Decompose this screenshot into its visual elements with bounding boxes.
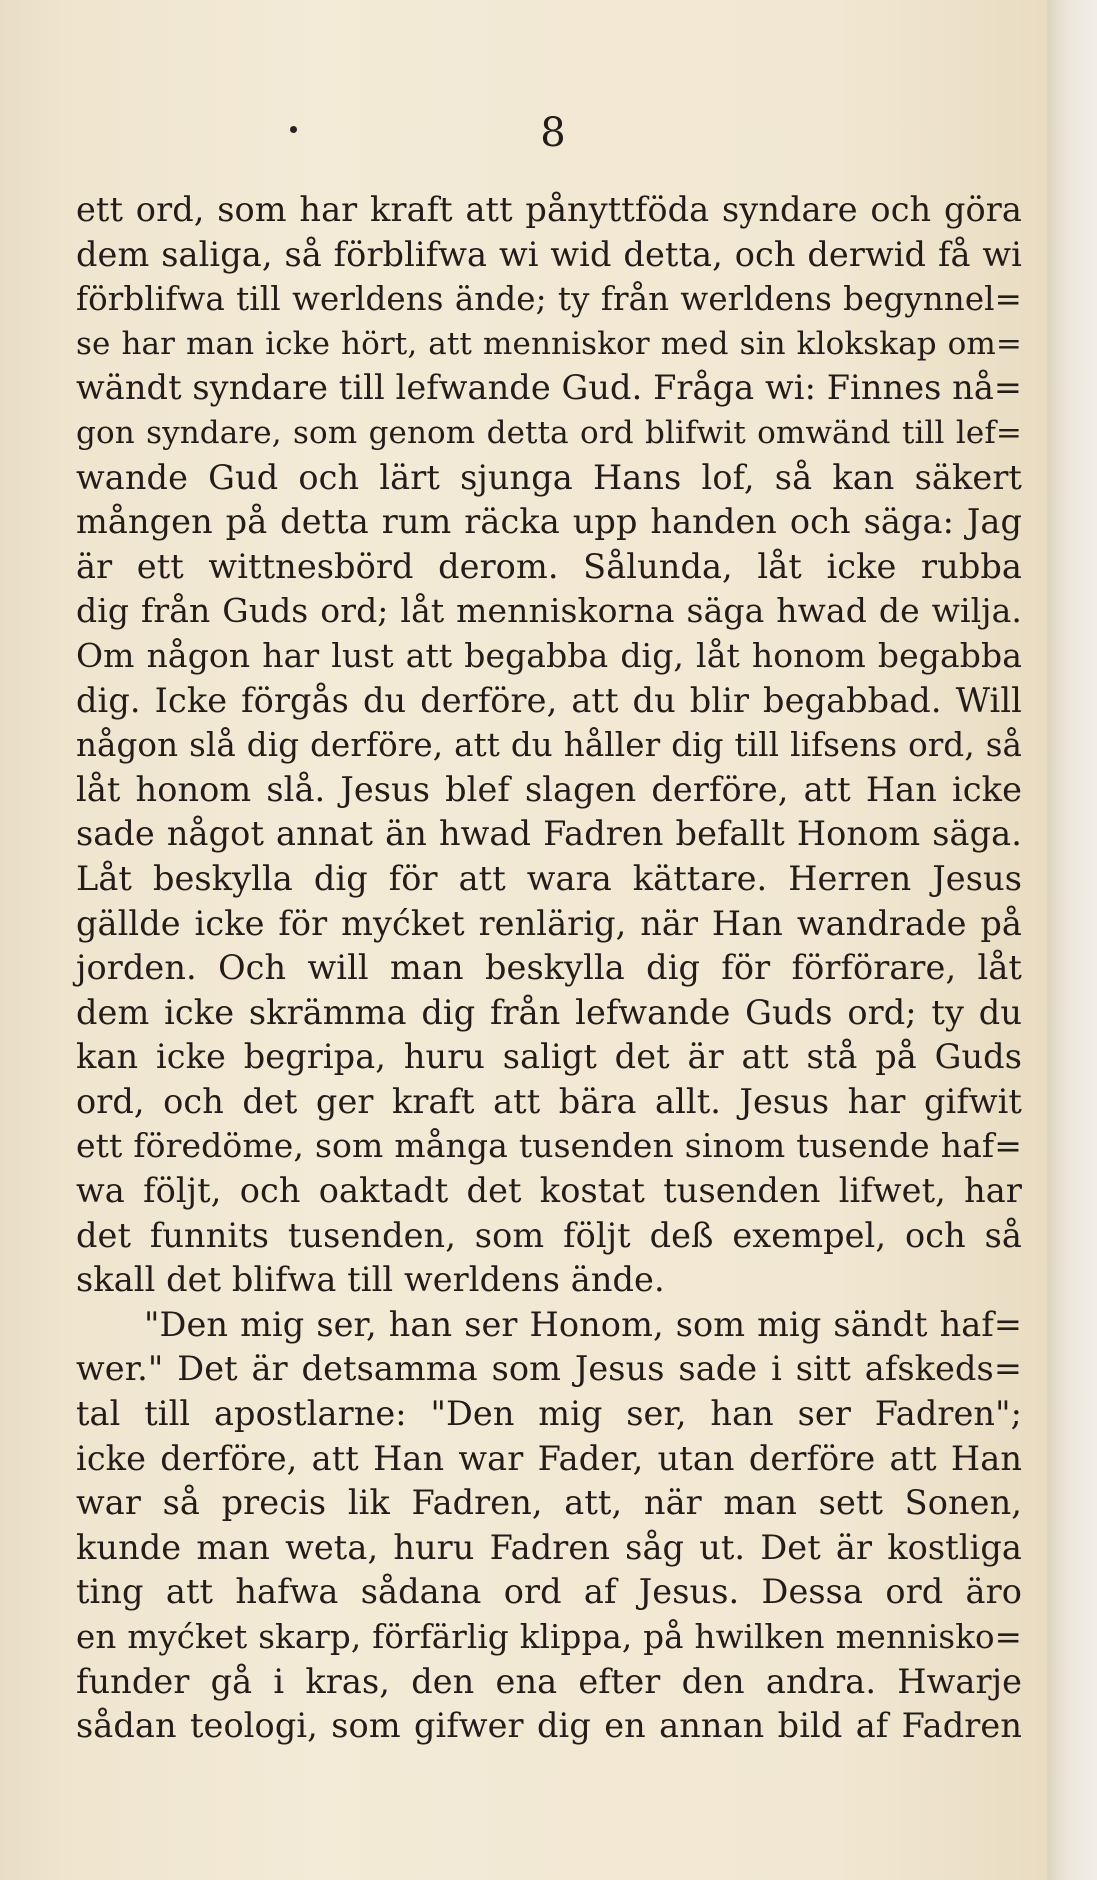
text-line: någon slå dig derföre, att du håller dig till lifsens ord, så [76,726,1022,765]
text-line: ett ord, som har kraft att pånyttföda syndare och göra [76,190,1022,229]
text-line: war så precis lik Fadren, att, när man sett Sonen, [76,1483,1022,1523]
text-line: kan icke begripa, huru saligt det är att stå på Guds [76,1037,1022,1077]
text-line: dem icke skrämma dig från lefwande Guds ord; ty du [76,992,1022,1032]
body-text [76,188,1022,1749]
text-line: se har man icke hört, att menniskor med sin klokskap om= [76,325,1022,362]
paragraph-end-line: skall det blifwa till werldens ände. [76,1260,665,1300]
text-line: det funnits tusenden, som följt deß exempel, och så [76,1215,1022,1255]
text-line: dig från Guds ord; låt menniskorna säga hwad de wilja. [76,591,1022,631]
text-line: wa följt, och oaktadt det kostat tusenden lifwet, har [76,1171,1022,1211]
text-line: sådan teologi, som gifwer dig en annan bild af Fadren [76,1706,1022,1746]
text-line: en myćket skarp, förfärlig klippa, på hwilken mennisko= [76,1618,1022,1656]
text-line: tal till apostlarne: "Den mig ser, han ser Fadren"; [76,1394,1022,1434]
text-line: sade något annat än hwad Fadren befallt Honom säga. [76,814,1022,854]
page-number: 8 [540,110,566,156]
text-line: dig. Icke förgås du derföre, att du blir begabbad. Will [76,680,1022,720]
text-line: mången på detta rum räcka upp handen och säga: Jag [76,502,1022,542]
text-line: förblifwa till werldens ände; ty från werldens begynnel= [76,280,1022,319]
text-line: dem saliga, så förblifwa wi wid detta, och derwid få wi [76,234,1022,274]
text-line: wande Gud och lärt sjunga Hans lof, så kan säkert [76,457,1022,497]
text-line: kunde man weta, huru Fadren såg ut. Det är kostliga [76,1527,1022,1567]
text-line: Låt beskylla dig för att wara kättare. Herren Jesus [76,858,1022,898]
text-line: jorden. Och will man beskylla dig för förförare, låt [76,948,1022,988]
text-line: ett föredöme, som många tusenden sinom tusende haf= [76,1126,1022,1166]
text-line: är ett wittnesbörd derom. Sålunda, låt icke rubba [76,546,1022,586]
text-line: icke derföre, att Han war Fader, utan derföre att Han [76,1438,1022,1478]
printer-mark [290,126,297,133]
text-line: funder gå i kras, den ena efter den andra. Hwarje [76,1661,1022,1701]
text-line: ting att hafwa sådana ord af Jesus. Dessa ord äro [76,1572,1022,1612]
text-line: Om någon har lust att begabba dig, låt honom begabba [76,635,1022,675]
page-edge [1047,0,1097,1880]
paragraph-start-line: "Den mig ser, han ser Honom, som mig sändt haf= [144,1304,1022,1344]
text-line: wändt syndare till lefwande Gud. Fråga wi: Finnes nå= [76,368,1023,408]
text-line: ord, och det ger kraft att bära allt. Jesus har gifwit [76,1081,1022,1121]
text-line: gällde icke för myćket renlärig, när Han wandrade på [76,903,1022,943]
text-line: gon syndare, som genom detta ord blifwit omwänd till lef= [76,414,1022,451]
text-line: wer." Det är detsamma som Jesus sade i sitt afskeds= [76,1349,1022,1389]
text-line: låt honom slå. Jesus blef slagen derföre, att Han icke [76,769,1022,809]
